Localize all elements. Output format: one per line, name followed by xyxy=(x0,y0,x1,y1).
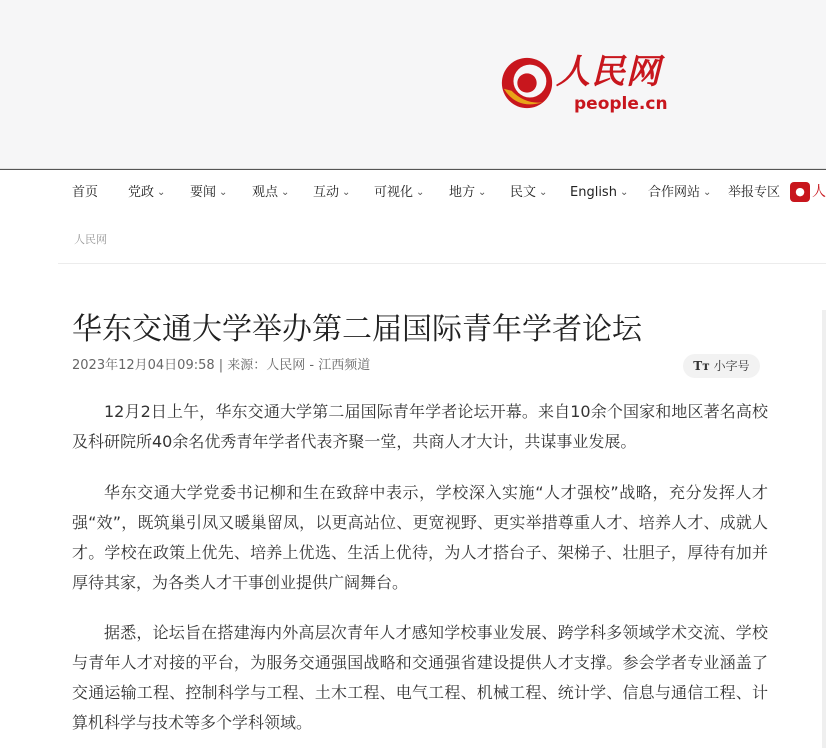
article-paragraph: 据悉，论坛旨在搭建海内外高层次青年人才感知学校事业发展、跨学科多领域学术交流、学校与青年人才对接的平台，为服务交通强国战略和交通强省建设提供人才支撑。参会学者专业涵盖了交通运输工程、控制科学与工程、土木工程、电气工程、机械工程、统计学、信息与通信工程、计算机科学与技术等多个学科领域。 xyxy=(72,623,768,732)
logo-swirl-icon xyxy=(498,54,556,112)
nav-item-report[interactable] xyxy=(728,184,780,202)
nav-label: 可视化 xyxy=(374,185,414,200)
chevron-down-icon: ⌄ xyxy=(219,187,228,198)
people-cn-logo[interactable] xyxy=(498,52,673,124)
breadcrumb-link-home[interactable]: 人民网 xyxy=(74,233,107,246)
nav-label: 地方 xyxy=(449,185,476,200)
breadcrumb xyxy=(58,215,826,264)
logo-english-text: people.cn xyxy=(574,94,668,114)
chevron-down-icon: ⌄ xyxy=(416,187,425,198)
chevron-down-icon: ⌄ xyxy=(281,187,290,198)
font-size-label: 小字号 xyxy=(713,359,750,373)
site-header xyxy=(0,0,826,169)
chevron-down-icon: ⌄ xyxy=(478,187,487,198)
chevron-down-icon: ⌄ xyxy=(157,187,166,198)
nav-label: 要闻 xyxy=(190,185,217,200)
nav-label: 观点 xyxy=(252,185,279,200)
nav-item-opinion[interactable] xyxy=(252,184,289,203)
nav-partial-text[interactable]: 人 xyxy=(812,184,826,200)
font-size-toggle-button[interactable] xyxy=(683,354,760,378)
nav-item-visual[interactable] xyxy=(374,184,424,203)
chevron-down-icon: ⌄ xyxy=(539,187,548,198)
nav-item-interact[interactable] xyxy=(313,184,350,203)
nav-item-ethnic[interactable] xyxy=(510,184,547,203)
nav-label: 首页 xyxy=(72,185,99,200)
nav-label: 互动 xyxy=(313,185,340,200)
chevron-down-icon: ⌄ xyxy=(703,187,712,198)
chevron-down-icon: ⌄ xyxy=(342,187,351,198)
nav-item-local[interactable] xyxy=(449,184,486,203)
article-paragraph: 华东交通大学党委书记柳和生在致辞中表示，学校深入实施“人才强校”战略，充分发挥人才强“效”，既筑巢引凤又暖巢留凤，以更高站位、更宽视野、更实举措尊重人才、培养人才、成就人才。学校在政策上优先、培养上优选、生活上优待，为人才搭台子、架梯子、壮胆子，厚待有加并厚待其家，为各类人才干事创业提供广阔舞台。 xyxy=(72,483,768,592)
nav-item-english[interactable] xyxy=(570,184,628,203)
nav-label: 合作网站 xyxy=(648,185,701,200)
logo-chinese-text: 人民网 xyxy=(556,52,661,92)
people-logo-badge-icon[interactable]: ● xyxy=(790,182,810,202)
nav-label: 党政 xyxy=(128,185,155,200)
nav-item-party[interactable] xyxy=(128,184,165,203)
nav-item-partners[interactable] xyxy=(648,184,711,203)
nav-label: 举报专区 xyxy=(728,185,781,200)
nav-label: 民文 xyxy=(510,185,537,200)
article-paragraph: 12月2日上午，华东交通大学第二届国际青年学者论坛开幕。来自10余个国家和地区著名高校及科研院所40余名优秀青年学者代表齐聚一堂，共商人才大计，共谋事业发展。 xyxy=(72,402,768,451)
main-navigation xyxy=(0,169,826,216)
article-title: 华东交通大学举办第二届国际青年学者论坛 xyxy=(72,312,642,348)
article-meta: 2023年12月04日09:58 | 来源：人民网 - 江西频道 xyxy=(72,358,371,373)
font-size-icon: Tт xyxy=(693,359,710,373)
nav-item-news[interactable] xyxy=(190,184,227,203)
nav-item-home[interactable] xyxy=(72,184,98,202)
scrollbar[interactable] xyxy=(822,310,826,748)
chevron-down-icon: ⌄ xyxy=(619,187,629,198)
nav-label: English xyxy=(570,185,617,200)
